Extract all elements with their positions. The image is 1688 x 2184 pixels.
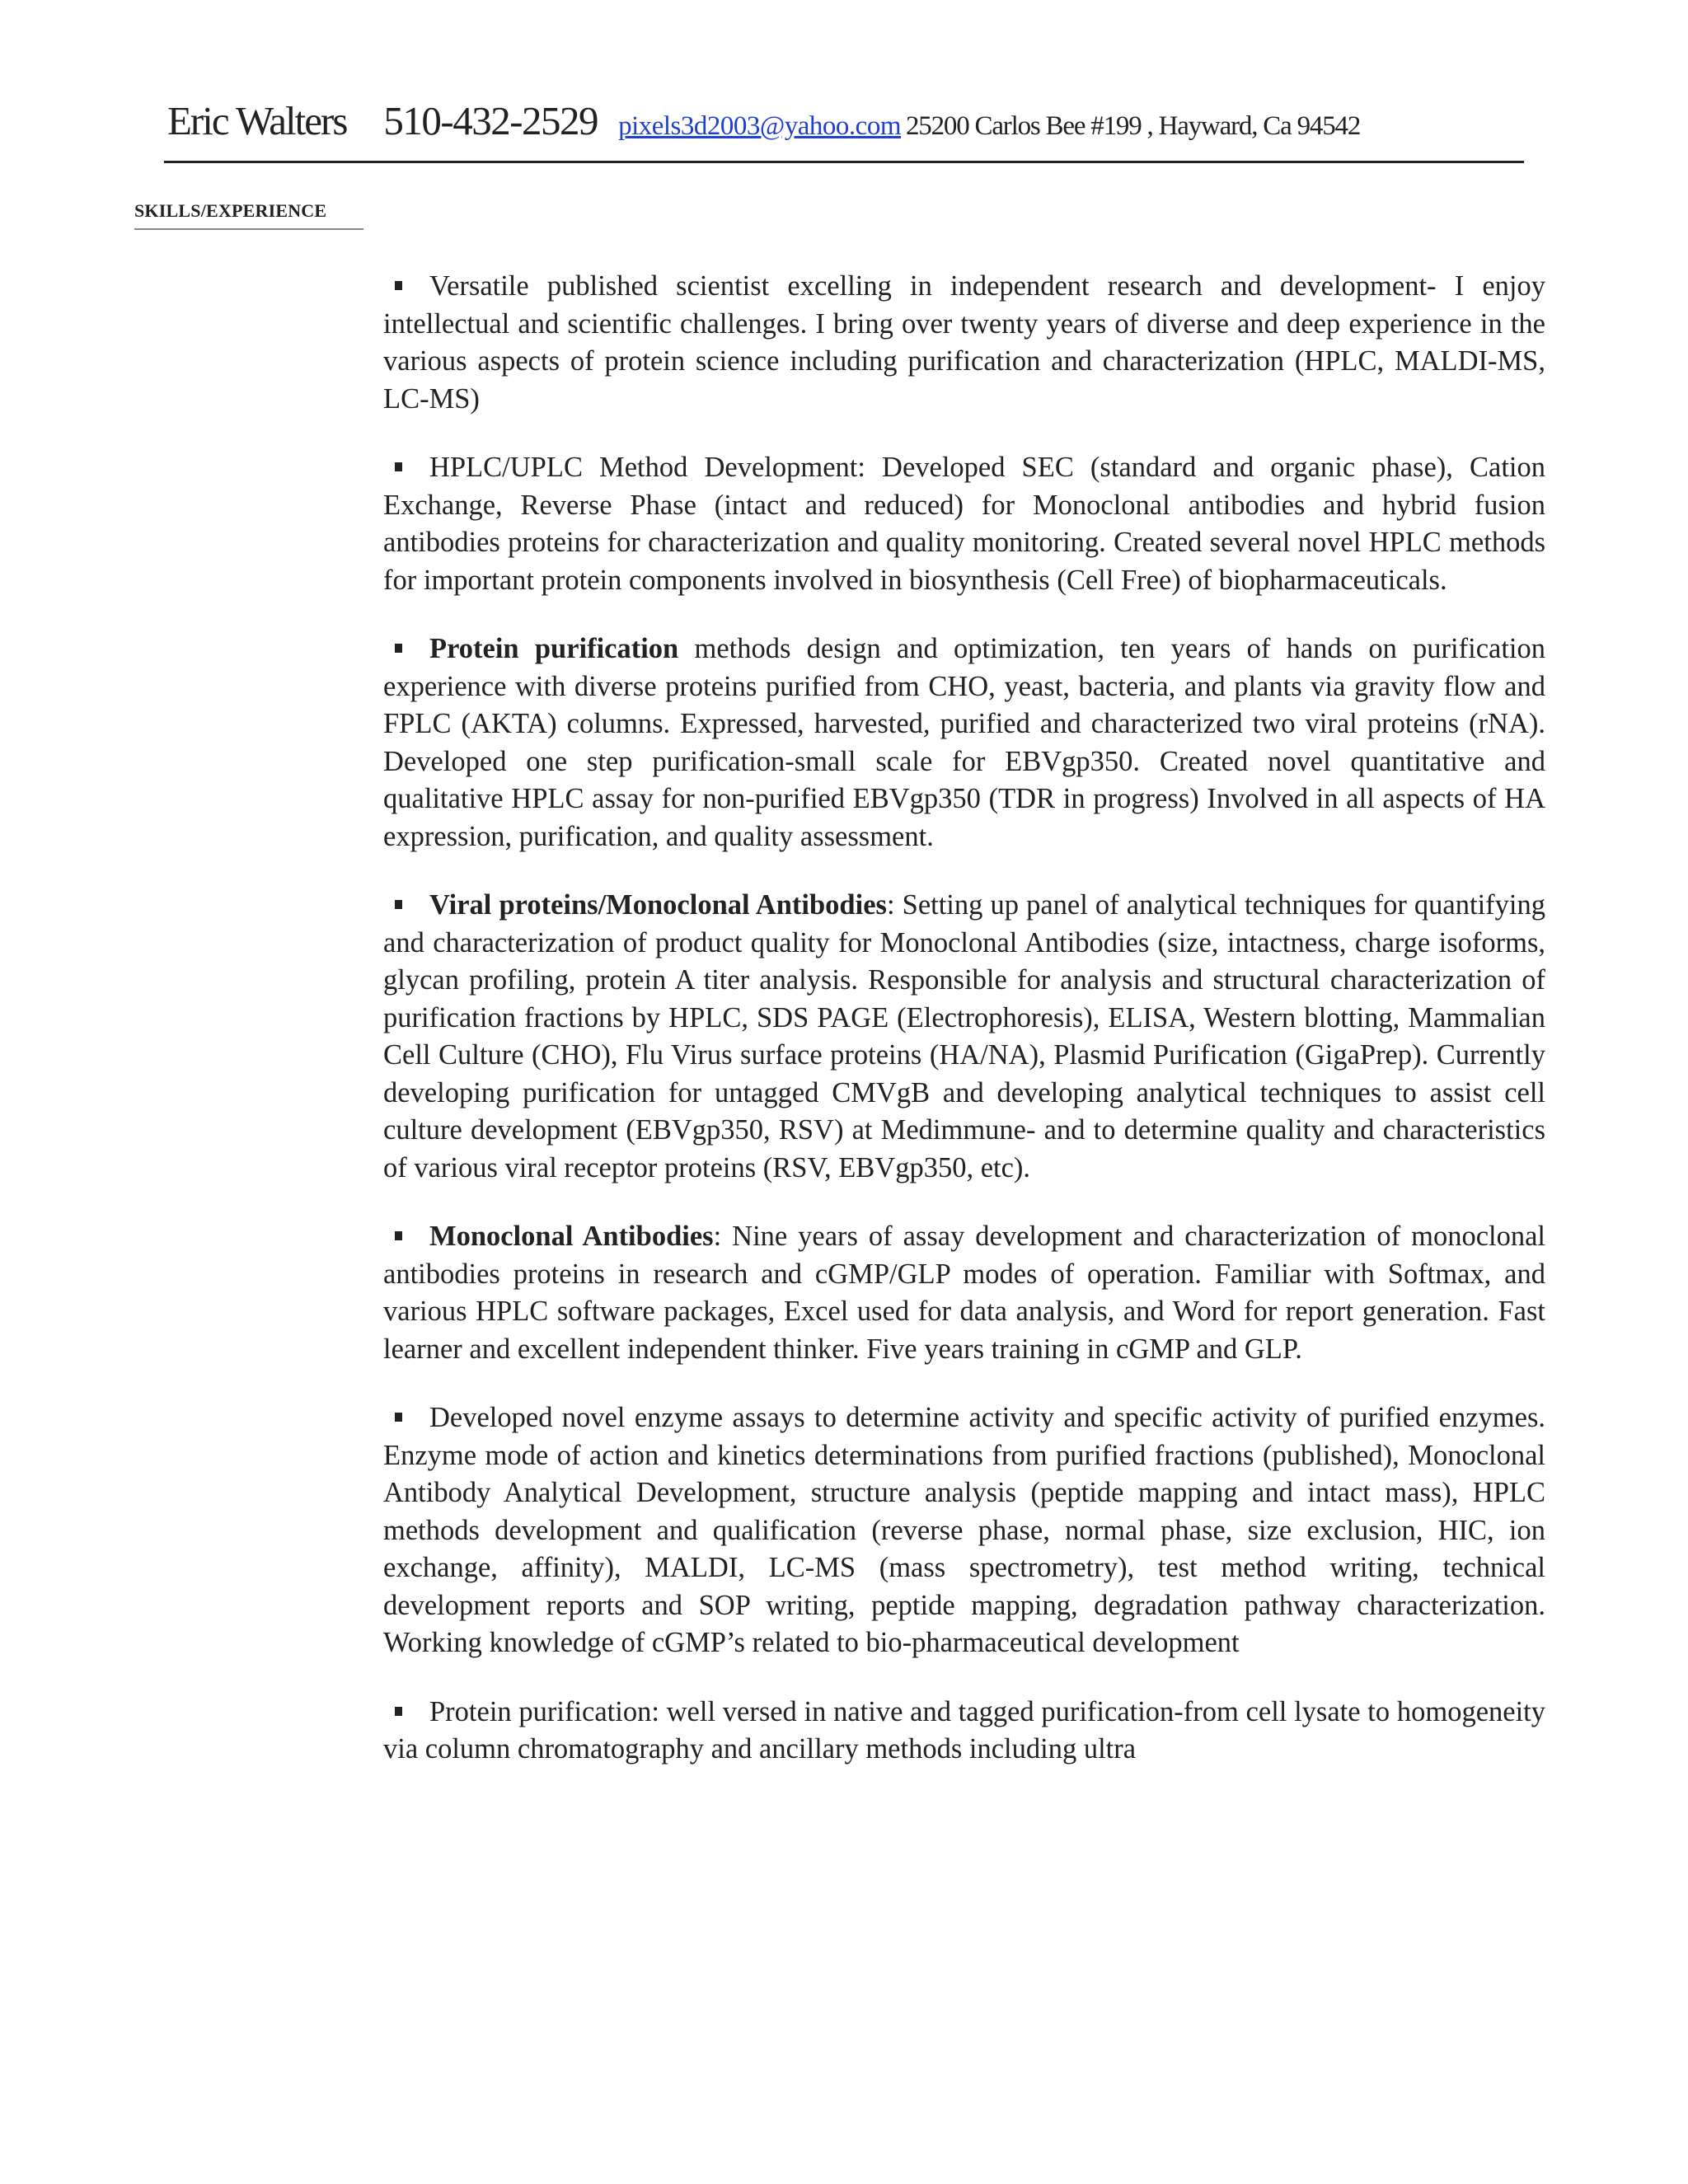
square-bullet-icon [395,1231,402,1240]
item-heading: Monoclonal Antibodies [429,1221,714,1252]
square-bullet-icon [395,281,402,290]
experience-item [383,1399,1545,1662]
experience-item [383,1218,1545,1368]
section-title: SKILLS/EXPERIENCE [134,200,363,230]
square-bullet-icon [395,644,402,653]
experience-item [383,449,1545,599]
square-bullet-icon [395,462,402,471]
contact-header [167,97,1519,155]
item-heading: Viral proteins/Monoclonal Antibodies [429,889,887,921]
item-text: Protein purification: well versed in native and tagged purification-from cell lysate to homogeneity via column chromatography and ancillary methods including ultra [383,1695,1545,1765]
square-bullet-icon [395,900,402,909]
header-divider [164,161,1524,163]
applicant-name: Eric Walters [167,98,347,143]
experience-item [383,1694,1545,1769]
experience-item [383,630,1545,855]
mailing-address: 25200 Carlos Bee #199 , Hayward, Ca 94542 [906,111,1361,141]
email-link[interactable]: pixels3d2003@yahoo.com [618,111,901,141]
item-text: methods design and optimization, ten years of hands on purification experience with diverse proteins purified from CHO, yeast, bacteria, and plants via gravity flow and FPLC (AKTA) columns. Expressed, harvested, purified and characterized two viral proteins (rNA). Developed one step purification-small scale for EBVgp350. Created novel quantitative and qualitative HPLC assay for non-purified EBVgp350 (TDR in progress) Involved in all aspects of HA expression, purification, and quality assessment. [383,633,1545,852]
item-text: Developed novel enzyme assays to determine activity and specific activity of purified enzymes. Enzyme mode of action and kinetics determinations from purified fractions (published), Monoclonal Antibody Analytical Development, structure analysis (peptide mapping and intact mass), HPLC methods development and qualification (reverse phase, normal phase, size exclusion, HIC, ion exchange, affinity), MALDI, LC-MS (mass spectrometry), test method writing, technical development reports and SOP writing, peptide mapping, degradation pathway characterization. Working knowledge of cGMP’s related to bio-pharmaceutical development [383,1402,1545,1658]
item-heading: Protein purification [429,633,679,664]
item-text: : Setting up panel of analytical techniques for quantifying and characterization of product quality for Monoclonal Antibodies (size, intactness, charge isoforms, glycan profiling, protein A titer analysis. Responsible for analysis and structural characterization of purification fractions by HPLC, SDS PAGE (Electrophoresis), ELISA, Western blotting, Mammalian Cell Culture (CHO), Flu Virus surface proteins (HA/NA), Plasmid Purification (GigaPrep). Currently developing purification for untagged CMVgB and developing analytical techniques to assist cell culture development (EBVgp350, RSV) at Medimmune- and to determine quality and characteristics of various viral receptor proteins (RSV, EBVgp350, etc). [383,889,1545,1183]
item-text: Versatile published scientist excelling in independent research and development- I enjoy intellectual and scientific challenges. I bring over twenty years of diverse and deep experience in the various aspects of protein science including purification and characterization (HPLC, MALDI-MS, LC-MS) [383,270,1545,415]
square-bullet-icon [395,1707,402,1716]
item-text: HPLC/UPLC Method Development: Developed SEC (standard and organic phase), Cation Exchange, Reverse Phase (intact and reduced) for Monoclonal antibodies and hybrid fusion antibodies proteins for characterization and quality monitoring. Created several novel HPLC methods for important protein components involved in biosynthesis (Cell Free) of biopharmaceuticals. [383,452,1545,596]
square-bullet-icon [395,1413,402,1422]
experience-list [383,268,1545,1800]
experience-item [383,268,1545,418]
item-text: : Nine years of assay development and characterization of monoclonal antibodies proteins in research and cGMP/GLP modes of operation. Familiar with Softmax, and various HPLC software packages, Excel used for data analysis, and Word for report generation. Fast learner and excellent independent thinker. Five years training in cGMP and GLP. [383,1221,1545,1365]
experience-item [383,887,1545,1187]
phone-number: 510-432-2529 [383,98,598,143]
